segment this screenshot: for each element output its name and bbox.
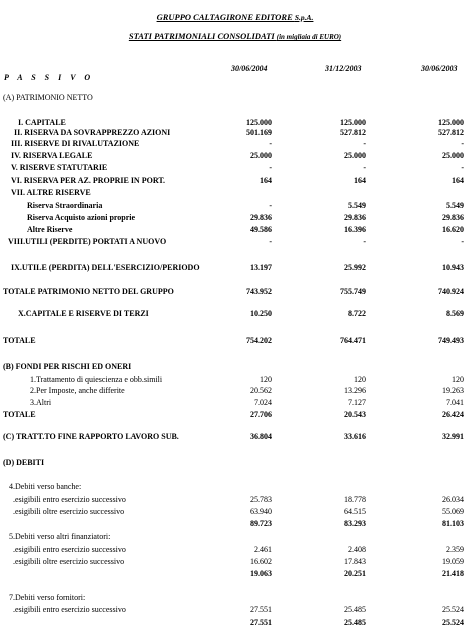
- row-label: X.CAPITALE E RISERVE DI TERZI: [18, 309, 149, 318]
- row-label: III. RISERVE DI RIVALUTAZIONE: [11, 139, 140, 148]
- row-label: .esigibili entro esercizio successivo: [13, 545, 126, 554]
- row-value: 20.562: [250, 386, 272, 395]
- row-value: 25.485: [344, 618, 366, 627]
- section-label-passivo: P A S S I V O: [4, 73, 94, 82]
- row-value: 527.812: [438, 128, 464, 137]
- row-value: -: [461, 163, 464, 172]
- row-value: 755.749: [340, 287, 366, 296]
- row-label: (B) FONDI PER RISCHI ED ONERI: [3, 362, 132, 371]
- row-value: 83.293: [344, 519, 366, 528]
- row-value: 27.551: [250, 605, 272, 614]
- row-value: 36.804: [250, 432, 272, 441]
- row-value: 32.991: [442, 432, 464, 441]
- row-label: VII. ALTRE RISERVE: [11, 188, 91, 197]
- row-value: 125.000: [246, 118, 272, 127]
- row-label: II. RISERVA DA SOVRAPPREZZO AZIONI: [14, 128, 171, 137]
- row-value: 25.783: [250, 495, 272, 504]
- table-row: [0, 397, 470, 408]
- row-value: 19.063: [250, 569, 272, 578]
- row-value: 2.408: [348, 545, 366, 554]
- table-row: [0, 92, 470, 103]
- row-label: .esigibili oltre esercizio successivo: [13, 557, 125, 566]
- row-value: 25.992: [344, 263, 366, 272]
- row-label: Riserva Acquisto azioni proprie: [27, 213, 136, 222]
- table-row: [0, 481, 470, 492]
- row-label: I. CAPITALE: [18, 118, 66, 127]
- column-header-31-12-2003: 31/12/2003: [325, 64, 362, 73]
- row-value: 164: [354, 176, 366, 185]
- table-row: [0, 361, 470, 372]
- row-label: 3.Altri: [30, 398, 52, 407]
- row-value: -: [269, 237, 272, 246]
- row-value: -: [269, 139, 272, 148]
- row-value: 49.586: [250, 225, 272, 234]
- row-value: 21.418: [442, 569, 464, 578]
- row-label: .esigibili entro esercizio successivo: [13, 495, 126, 504]
- table-row: [0, 127, 470, 138]
- row-label: Riserva Straordinaria: [27, 201, 103, 210]
- table-row: [0, 212, 470, 223]
- row-value: 164: [452, 176, 464, 185]
- row-value: 33.616: [344, 432, 366, 441]
- row-value: 10.943: [442, 263, 464, 272]
- row-value: 81.103: [442, 519, 464, 528]
- row-value: -: [461, 237, 464, 246]
- table-row: [0, 409, 470, 420]
- table-row: [0, 568, 470, 579]
- row-label: V. RISERVE STATUTARIE: [11, 163, 108, 172]
- row-label: IX.UTILE (PERDITA) DELL'ESERCIZIO/PERIODO: [11, 263, 200, 272]
- row-label: Altre Riserve: [27, 225, 73, 234]
- table-row: [0, 494, 470, 505]
- column-header-30-06-2003: 30/06/2003: [421, 64, 458, 73]
- row-value: -: [461, 139, 464, 148]
- row-label: (C) TRATT.TO FINE RAPPORTO LAVORO SUB.: [3, 432, 179, 441]
- row-label: (A) PATRIMONIO NETTO: [3, 93, 93, 102]
- table-row: [0, 556, 470, 567]
- report-title: GRUPPO CALTAGIRONE EDITORE S.p.A.: [156, 12, 314, 22]
- table-row: [0, 385, 470, 396]
- row-label: 4.Debiti verso banche:: [9, 482, 82, 491]
- row-value: 25.485: [344, 605, 366, 614]
- row-value: 29.836: [442, 213, 464, 222]
- row-label: 5.Debiti verso altri finanziatori:: [9, 532, 111, 541]
- row-value: 20.251: [344, 569, 366, 578]
- row-value: 8.722: [348, 309, 366, 318]
- table-row: [0, 224, 470, 235]
- row-value: 120: [354, 375, 366, 384]
- row-value: 27.551: [250, 618, 272, 627]
- table-row: [0, 506, 470, 517]
- row-value: 16.620: [442, 225, 464, 234]
- table-row: [0, 162, 470, 173]
- row-label: 1.Trattamento di quiescienza e obb.simili: [30, 375, 163, 384]
- row-value: 64.515: [344, 507, 366, 516]
- row-value: 18.778: [344, 495, 366, 504]
- row-value: 2.359: [446, 545, 464, 554]
- table-row: [0, 604, 470, 615]
- table-row: [0, 308, 470, 319]
- row-value: 120: [260, 375, 272, 384]
- row-value: 13.296: [344, 386, 366, 395]
- table-row: [0, 335, 470, 346]
- row-value: 55.069: [442, 507, 464, 516]
- row-value: 19.263: [442, 386, 464, 395]
- table-row: [0, 200, 470, 211]
- table-row: [0, 431, 470, 442]
- row-value: 16.396: [344, 225, 366, 234]
- row-value: 25.524: [442, 618, 464, 627]
- row-label: 7.Debiti verso fornitori:: [9, 593, 86, 602]
- row-value: 27.706: [250, 410, 272, 419]
- row-value: 501.169: [246, 128, 272, 137]
- row-value: 25.000: [442, 151, 464, 160]
- row-value: 7.024: [254, 398, 272, 407]
- row-value: 8.569: [446, 309, 464, 318]
- table-row: [0, 457, 470, 468]
- table-row: [0, 175, 470, 186]
- row-value: 120: [452, 375, 464, 384]
- table-row: [0, 187, 470, 198]
- row-label: TOTALE PATRIMONIO NETTO DEL GRUPPO: [3, 287, 174, 296]
- row-label: TOTALE: [3, 336, 36, 345]
- table-row: [0, 262, 470, 273]
- row-value: 17.843: [344, 557, 366, 566]
- row-value: 20.543: [344, 410, 366, 419]
- row-value: 25.000: [344, 151, 366, 160]
- row-value: 89.723: [250, 519, 272, 528]
- row-value: 10.250: [250, 309, 272, 318]
- row-label: 2.Per Imposte, anche differite: [30, 386, 125, 395]
- row-value: 13.197: [250, 263, 272, 272]
- table-row: [0, 236, 470, 247]
- row-value: 16.602: [250, 557, 272, 566]
- row-label: (D) DEBITI: [3, 458, 45, 467]
- row-value: 527.812: [340, 128, 366, 137]
- row-label: TOTALE: [3, 410, 36, 419]
- row-value: 19.059: [442, 557, 464, 566]
- row-value: -: [269, 201, 272, 210]
- table-row: [0, 374, 470, 385]
- row-value: 164: [260, 176, 272, 185]
- table-row: [0, 531, 470, 542]
- row-value: -: [363, 139, 366, 148]
- row-value: 63.940: [250, 507, 272, 516]
- table-row: [0, 544, 470, 555]
- row-value: 743.952: [246, 287, 272, 296]
- column-header-30-06-2004: 30/06/2004: [231, 64, 268, 73]
- row-value: -: [363, 163, 366, 172]
- table-row: [0, 138, 470, 149]
- table-row: [0, 617, 470, 628]
- table-row: [0, 150, 470, 161]
- row-value: 2.461: [254, 545, 272, 554]
- report-subtitle: STATI PATRIMONIALI CONSOLIDATI (in migliaia di EURO): [128, 31, 342, 41]
- row-value: 29.836: [250, 213, 272, 222]
- row-value: 125.000: [438, 118, 464, 127]
- row-value: 25.000: [250, 151, 272, 160]
- table-row: [0, 286, 470, 297]
- row-label: .esigibili oltre esercizio successivo: [13, 507, 125, 516]
- row-value: 29.836: [344, 213, 366, 222]
- row-value: 125.000: [340, 118, 366, 127]
- row-label: IV. RISERVA LEGALE: [11, 151, 93, 160]
- row-label: .esigibili entro esercizio successivo: [13, 605, 126, 614]
- table-row: [0, 592, 470, 603]
- row-value: 25.524: [442, 605, 464, 614]
- table-row: [0, 518, 470, 529]
- row-value: 764.471: [340, 336, 366, 345]
- row-value: 749.493: [438, 336, 464, 345]
- row-value: -: [363, 237, 366, 246]
- row-value: -: [269, 163, 272, 172]
- row-label: VIII.UTILI (PERDITE) PORTATI A NUOVO: [8, 237, 167, 246]
- row-value: 740.924: [438, 287, 464, 296]
- row-value: 754.202: [246, 336, 272, 345]
- row-value: 5.549: [348, 201, 366, 210]
- row-value: 26.034: [442, 495, 464, 504]
- row-value: 7.041: [446, 398, 464, 407]
- row-label: VI. RISERVA PER AZ. PROPRIE IN PORT.: [11, 176, 166, 185]
- row-value: 5.549: [446, 201, 464, 210]
- row-value: 26.424: [442, 410, 464, 419]
- row-value: 7.127: [348, 398, 366, 407]
